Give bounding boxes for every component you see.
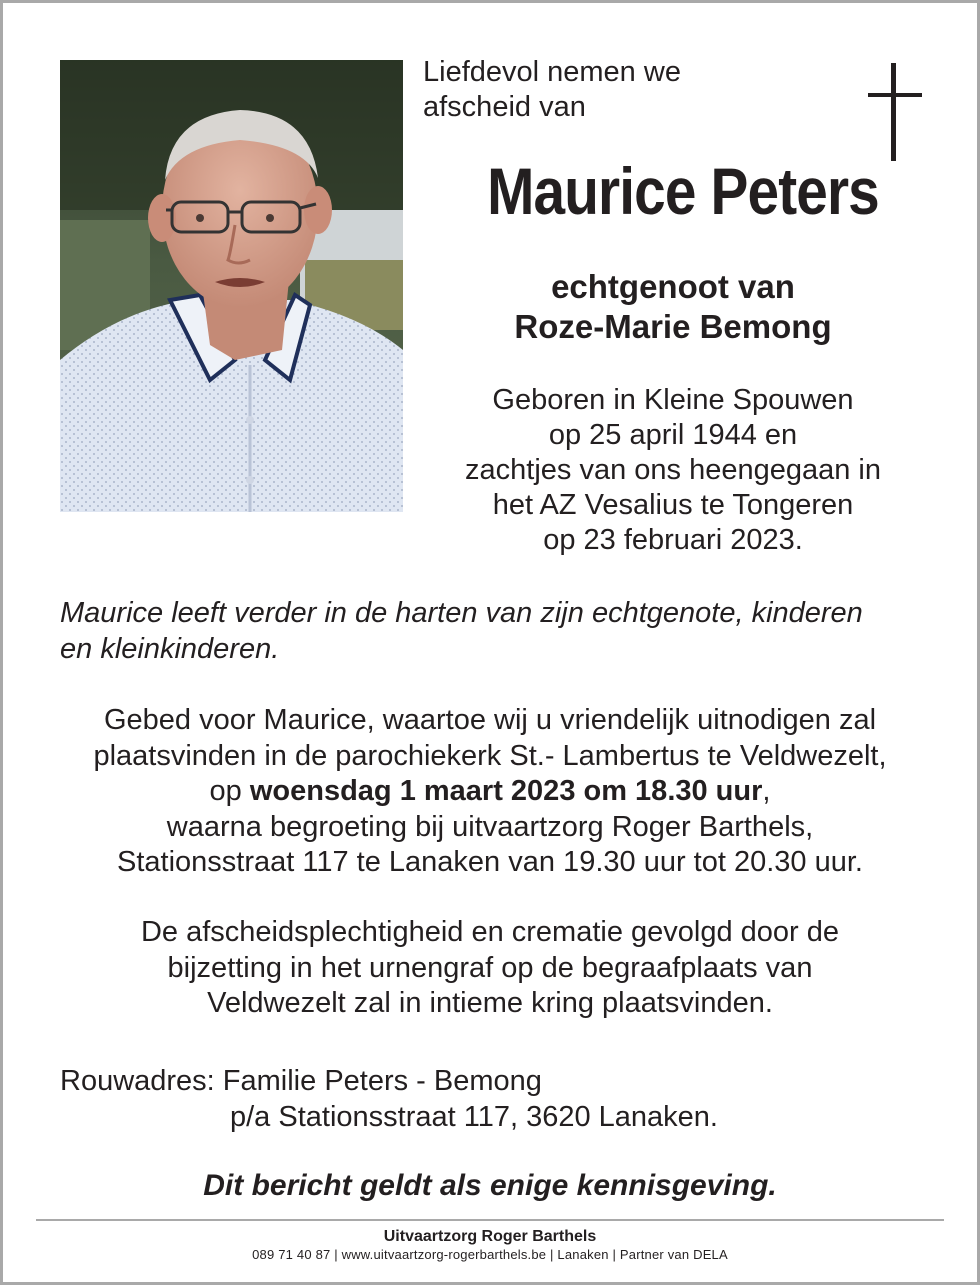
legacy-line-1: Maurice leeft verder in de harten van zijn echtgenote, kinderen — [60, 597, 863, 629]
birth-line-5: op 23 februari 2023. — [543, 524, 803, 556]
prayer-line-2: plaatsvinden in de parochiekerk St.- Lambertus te Veldwezelt, — [93, 739, 887, 772]
ceremony-line-2: bijzetting in het urnengraf op de begraafplaats van — [167, 951, 813, 984]
address-line-2: p/a Stationsstraat 117, 3620 Lanaken. — [230, 1101, 718, 1133]
prayer-date: woensdag 1 maart 2023 om 18.30 uur — [249, 775, 763, 807]
spouse-block — [423, 267, 923, 347]
mourning-address — [60, 1063, 940, 1135]
prayer-line-4: waarna begroeting bij uitvaartzorg Roger Barthels, — [166, 810, 814, 843]
footer-divider — [36, 1219, 944, 1221]
ceremony-line-3: Veldwezelt zal in intieme kring plaatsvinden. — [207, 987, 773, 1019]
prayer-line-3 — [43, 774, 937, 810]
portrait-illustration — [60, 60, 403, 512]
spouse-name: Roze-Marie Bemong — [514, 308, 832, 345]
ceremony-text — [43, 915, 937, 1022]
intro-text — [423, 55, 681, 125]
birth-line-2: op 25 april 1944 en — [548, 419, 798, 451]
prayer-date-suffix: , — [762, 775, 771, 807]
portrait-photo — [60, 60, 403, 512]
deceased-name: Maurice Peters — [487, 154, 879, 228]
prayer-line-1: Gebed voor Maurice, waartoe wij u vriendelijk uitnodigen zal — [103, 704, 877, 736]
birth-death-details — [423, 383, 923, 558]
footer-company: Uitvaartzorg Roger Barthels — [383, 1228, 597, 1245]
birth-line-4: het AZ Vesalius te Tongeren — [492, 489, 854, 521]
prayer-date-prefix: op — [209, 775, 250, 807]
prayer-service-text — [43, 703, 937, 881]
intro-line-1: Liefdevol nemen we — [423, 56, 681, 88]
footer-contact-info: 089 71 40 87 | www.uitvaartzorg-rogerbarthels.be | Lanaken | Partner van DELA — [252, 1247, 728, 1262]
intro-line-2: afscheid van — [423, 91, 586, 123]
notice-statement: Dit bericht geldt als enige kennisgeving. — [203, 1169, 777, 1202]
birth-line-1: Geboren in Kleine Spouwen — [492, 384, 854, 416]
legacy-text — [60, 595, 940, 667]
spouse-line-1: echtgenoot van — [551, 268, 795, 305]
ceremony-line-1: De afscheidsplechtigheid en crematie gevolgd door de — [140, 916, 840, 948]
address-line-1: Rouwadres: Familie Peters - Bemong — [60, 1065, 542, 1097]
legacy-line-2: en kleinkinderen. — [60, 633, 280, 665]
prayer-line-5: Stationsstraat 117 te Lanaken van 19.30 uur tot 20.30 uur. — [117, 846, 863, 878]
birth-line-3: zachtjes van ons heengegaan in — [465, 454, 881, 486]
